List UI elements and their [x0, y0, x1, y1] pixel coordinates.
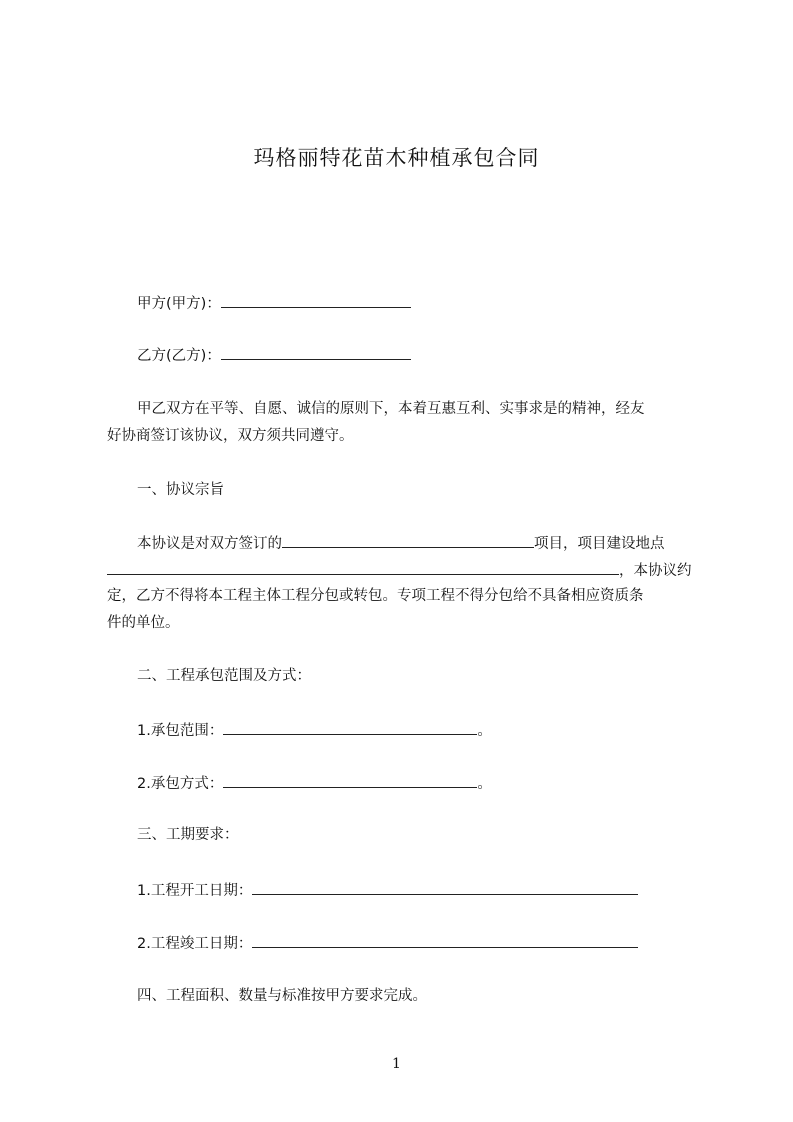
- document-title: 玛格丽特花苗木种植承包合同: [253, 146, 540, 170]
- method-blank[interactable]: [223, 772, 477, 788]
- scope-label: 1.承包范围：: [137, 723, 224, 739]
- party-a-blank[interactable]: [221, 292, 411, 308]
- start-date-blank[interactable]: [252, 879, 638, 895]
- method-line: [137, 772, 492, 794]
- party-b-blank[interactable]: [221, 344, 411, 360]
- end-date-label: 2.工程竣工日期：: [137, 936, 253, 952]
- project-location-blank[interactable]: [107, 559, 619, 575]
- scope-line: [137, 719, 492, 741]
- section-1-line-2-suffix: ，本协议约: [619, 563, 692, 579]
- party-b-line: [137, 344, 411, 366]
- party-a-label: 甲方(甲方)：: [137, 296, 221, 312]
- start-date-label: 1.工程开工日期：: [137, 883, 253, 899]
- section-2-heading: 二、工程承包范围及方式：: [137, 668, 311, 684]
- project-name-blank[interactable]: [282, 532, 534, 548]
- intro-line-2: 好协商签订该协议，双方须共同遵守。: [107, 428, 354, 444]
- section-1-line-4: 件的单位。: [107, 615, 180, 631]
- end-date-line: [137, 932, 638, 954]
- party-b-label: 乙方(乙方)：: [137, 348, 221, 364]
- page-number: 1: [392, 1056, 401, 1072]
- section-1-line-1: [137, 532, 665, 554]
- method-label: 2.承包方式：: [137, 776, 224, 792]
- intro-line-1: 甲乙双方在平等、自愿、诚信的原则下，本着互惠互利、实事求是的精神，经友: [137, 401, 645, 417]
- section-3-heading: 三、工期要求：: [137, 827, 239, 843]
- section-1-line-1-suffix: 项目，项目建设地点: [534, 536, 665, 552]
- party-a-line: [137, 292, 411, 314]
- section-1-line-2: [107, 559, 692, 581]
- method-end: 。: [477, 776, 492, 792]
- section-1-line-3: 定，乙方不得将本工程主体工程分包或转包。专项工程不得分包给不具备相应资质条: [107, 588, 644, 604]
- section-1-line-1-prefix: 本协议是对双方签订的: [137, 536, 282, 552]
- scope-end: 。: [477, 723, 492, 739]
- end-date-blank[interactable]: [252, 932, 638, 948]
- section-1-heading: 一、协议宗旨: [137, 482, 224, 498]
- scope-blank[interactable]: [223, 719, 477, 735]
- section-4-heading: 四、工程面积、数量与标准按甲方要求完成。: [137, 988, 427, 1004]
- start-date-line: [137, 879, 638, 901]
